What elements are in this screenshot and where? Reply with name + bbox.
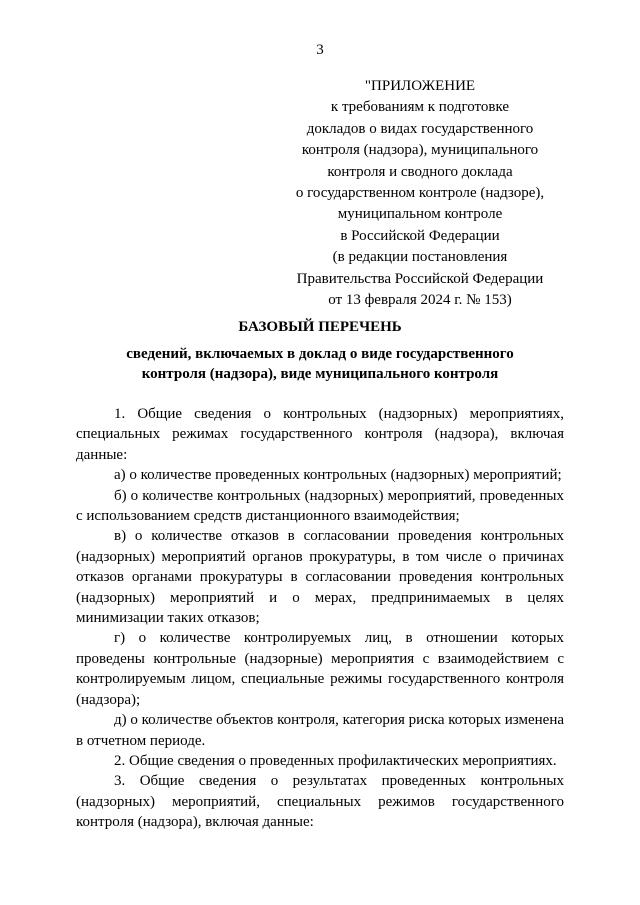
paragraph: 2. Общие сведения о проведенных профилактических мероприятиях. <box>114 752 557 769</box>
document-body <box>76 404 564 833</box>
paragraph: 3. Общие сведения о результатах проведенных контрольных (надзорных) мероприятий, специальных режимов государственного контроля (надзора), включая данные: <box>76 773 564 831</box>
appendix-line: Правительства Российской Федерации <box>296 270 544 287</box>
paragraph: а) о количестве проведенных контрольных (надзорных) мероприятий; <box>114 467 562 484</box>
paragraph: в) о количестве отказов в согласовании проведения контрольных (надзорных) мероприятий органов прокуратуры, в том числе о причинах отказов органами прокуратуры в согласовании проведения контрольных (надзорных) мероприятий и о мерах, предпринимаемых в целях минимизации таких отказов; <box>76 528 564 627</box>
appendix-header <box>265 76 575 311</box>
subtitle-line: контроля (надзора), виде муниципального контроля <box>141 366 499 382</box>
document-subtitle <box>0 344 640 384</box>
appendix-line: о государственном контроле (надзоре), <box>295 185 545 202</box>
appendix-line: в Российской Федерации <box>340 227 500 244</box>
page-number: 3 <box>316 42 324 58</box>
paragraph: д) о количестве объектов контроля, категория риска которых изменена в отчетном периоде. <box>76 712 565 749</box>
paragraph: б) о количестве контрольных (надзорных) мероприятий, проведенных с использованием средств дистанционного взаимодействия; <box>76 487 564 525</box>
appendix-line: муниципальном контроле <box>337 206 503 223</box>
appendix-line: от 13 февраля 2024 г. № 153) <box>328 292 512 309</box>
paragraph: г) о количестве контролируемых лиц, в отношении которых проведены контрольные (надзорные) мероприятия с взаимодействием с контролируемым лицом, специальные режимы государственного контроля (надзора); <box>76 630 564 708</box>
paragraph: 1. Общие сведения о контрольных (надзорных) мероприятиях, специальных режимах государственного контроля (надзора), включая данные: <box>76 406 564 463</box>
document-title: БАЗОВЫЙ ПЕРЕЧЕНЬ <box>238 319 402 335</box>
appendix-line: к требованиям к подготовке <box>330 99 510 116</box>
appendix-line: контроля (надзора), муниципального <box>301 142 539 159</box>
appendix-line: "ПРИЛОЖЕНИЕ <box>364 78 476 94</box>
appendix-line: (в редакции постановления <box>332 249 508 266</box>
subtitle-line: сведений, включаемых в доклад о виде государственного <box>126 346 514 362</box>
appendix-line: контроля и сводного доклада <box>327 163 513 180</box>
appendix-line: докладов о видах государственного <box>306 120 534 137</box>
